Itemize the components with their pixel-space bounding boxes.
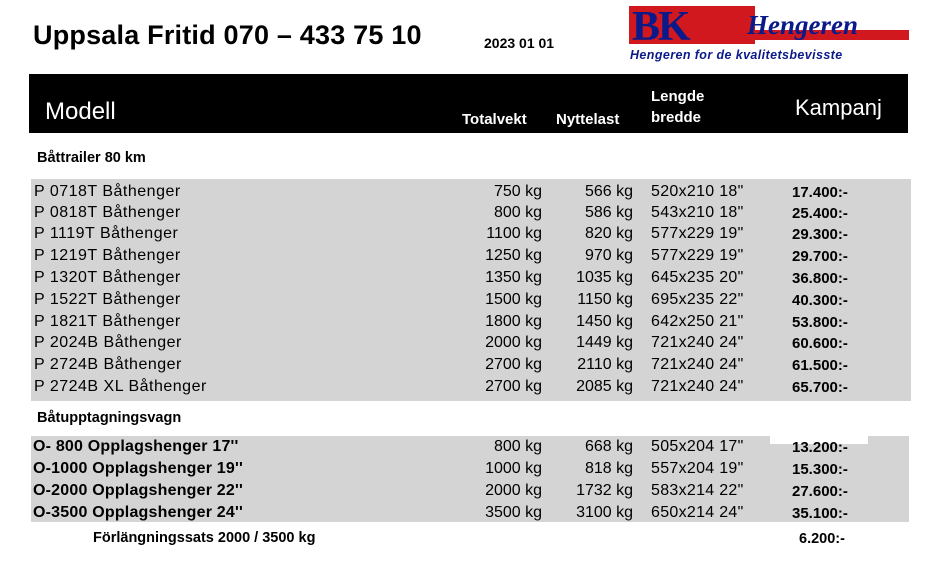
price-cell: 25.400:-	[792, 205, 848, 222]
table-row	[0, 334, 934, 356]
extension-price: 6.200:-	[799, 531, 845, 547]
totalvekt-cell: 2000 kg	[485, 482, 542, 499]
svg-text:BK: BK	[632, 6, 689, 50]
dimensions-cell: 583x214 22"	[651, 482, 744, 499]
table-row	[0, 438, 934, 460]
dimensions-cell: 577x229 19"	[651, 225, 744, 242]
table-row	[0, 225, 934, 247]
nyttelast-cell: 1150 kg	[577, 291, 633, 308]
table-row	[0, 482, 934, 504]
nyttelast-cell: 1449 kg	[576, 334, 633, 351]
table-row	[0, 313, 934, 335]
totalvekt-cell: 3500 kg	[485, 504, 542, 521]
price-cell: 29.700:-	[792, 248, 848, 265]
column-header-model: Modell	[45, 98, 116, 125]
totalvekt-cell: 1250 kg	[485, 247, 542, 264]
model-cell: O-1000 Opplagshenger 19''	[33, 460, 244, 477]
table-row	[0, 356, 934, 378]
dimensions-cell: 557x204 19"	[651, 460, 744, 477]
totalvekt-cell: 1000 kg	[485, 460, 542, 477]
model-cell: P 0718T Båthenger	[34, 183, 181, 200]
table-header	[29, 74, 908, 133]
model-cell: O-3500 Opplagshenger 24''	[33, 504, 244, 521]
price-cell: 36.800:-	[792, 270, 848, 287]
nyttelast-cell: 820 kg	[584, 225, 633, 242]
table-row	[0, 247, 934, 269]
table-row	[0, 204, 934, 226]
dimensions-cell: 650x214 24"	[651, 504, 744, 521]
model-cell: P 2024B Båthenger	[34, 334, 182, 351]
price-cell: 40.300:-	[792, 292, 848, 309]
dimensions-cell: 721x240 24"	[651, 356, 744, 373]
table-row	[0, 378, 934, 400]
nyttelast-cell: 1450 kg	[576, 313, 633, 330]
price-cell: 29.300:-	[792, 226, 848, 243]
section-title-batupptagningsvagn: Båtupptagningsvagn	[37, 410, 182, 426]
price-list-date: 2023 01 01	[484, 35, 555, 51]
dimensions-cell: 645x235 20"	[651, 269, 744, 286]
nyttelast-cell: 1035 kg	[576, 269, 633, 286]
model-cell: P 1219T Båthenger	[34, 247, 181, 264]
model-cell: P 0818T Båthenger	[34, 204, 181, 221]
price-cell: 27.600:-	[792, 483, 848, 500]
nyttelast-cell: 586 kg	[584, 204, 633, 221]
totalvekt-cell: 800 kg	[493, 438, 542, 455]
price-cell: 61.500:-	[792, 357, 848, 374]
model-cell: P 1522T Båthenger	[34, 291, 181, 308]
dimensions-cell: 721x240 24"	[651, 378, 744, 395]
dimensions-cell: 721x240 24"	[651, 334, 744, 351]
dimensions-cell: 642x250 21"	[651, 313, 744, 330]
totalvekt-cell: 1100 kg	[486, 225, 542, 242]
table-row	[0, 269, 934, 291]
column-header-totalvekt: Totalvekt	[462, 111, 527, 128]
column-header-dimensions	[651, 86, 704, 128]
price-cell: 35.100:-	[792, 505, 848, 522]
nyttelast-cell: 3100 kg	[576, 504, 633, 521]
column-header-kampanj: Kampanj	[795, 95, 882, 120]
nyttelast-cell: 818 kg	[584, 460, 633, 477]
column-header-nyttelast: Nyttelast	[556, 111, 620, 128]
nyttelast-cell: 1732 kg	[576, 482, 633, 499]
nyttelast-cell: 566 kg	[584, 183, 633, 200]
totalvekt-cell: 1800 kg	[485, 313, 542, 330]
column-header-lengde: Lengde	[651, 88, 705, 105]
totalvekt-cell: 1500 kg	[485, 291, 542, 308]
price-cell: 60.600:-	[792, 335, 848, 352]
model-cell: P 1821T Båthenger	[34, 313, 181, 330]
model-cell: P 2724B XL Båthenger	[34, 378, 207, 395]
totalvekt-cell: 2700 kg	[485, 378, 542, 395]
table-row	[0, 460, 934, 482]
nyttelast-cell: 2110 kg	[577, 356, 633, 373]
totalvekt-cell: 800 kg	[493, 204, 542, 221]
model-cell: O- 800 Opplagshenger 17''	[33, 438, 239, 455]
totalvekt-cell: 1350 kg	[485, 269, 542, 286]
page-title: Uppsala Fritid 070 – 433 75 10	[33, 20, 422, 50]
price-cell: 17.400:-	[792, 184, 848, 201]
model-cell: P 1119T Båthenger	[34, 225, 179, 242]
price-cell: 13.200:-	[792, 439, 848, 456]
model-cell: P 1320T Båthenger	[34, 269, 181, 286]
totalvekt-cell: 2700 kg	[485, 356, 542, 373]
model-cell: O-2000 Opplagshenger 22''	[33, 482, 244, 499]
nyttelast-cell: 2085 kg	[576, 378, 633, 395]
section-title-battrailer: Båttrailer 80 km	[37, 150, 146, 166]
totalvekt-cell: 750 kg	[493, 183, 542, 200]
table-row	[0, 183, 934, 205]
svg-text:Hengeren: Hengeren	[747, 10, 858, 40]
column-header-bredde: bredde	[651, 109, 702, 126]
table-row	[0, 291, 934, 313]
logo-tagline: Hengeren for de kvalitetsbevisste	[630, 48, 843, 62]
dimensions-cell: 577x229 19"	[651, 247, 744, 264]
price-cell: 15.300:-	[792, 461, 848, 478]
model-cell: P 2724B Båthenger	[34, 356, 182, 373]
nyttelast-cell: 970 kg	[584, 247, 633, 264]
totalvekt-cell: 2000 kg	[485, 334, 542, 351]
price-cell: 65.700:-	[792, 379, 848, 396]
extension-label: Förlängningssats 2000 / 3500 kg	[93, 530, 316, 546]
price-cell: 53.800:-	[792, 314, 848, 331]
nyttelast-cell: 668 kg	[584, 438, 633, 455]
dimensions-cell: 520x210 18"	[651, 183, 744, 200]
dimensions-cell: 543x210 18"	[651, 204, 744, 221]
dimensions-cell: 505x204 17"	[651, 438, 744, 455]
dimensions-cell: 695x235 22"	[651, 291, 744, 308]
table-row	[0, 504, 934, 526]
